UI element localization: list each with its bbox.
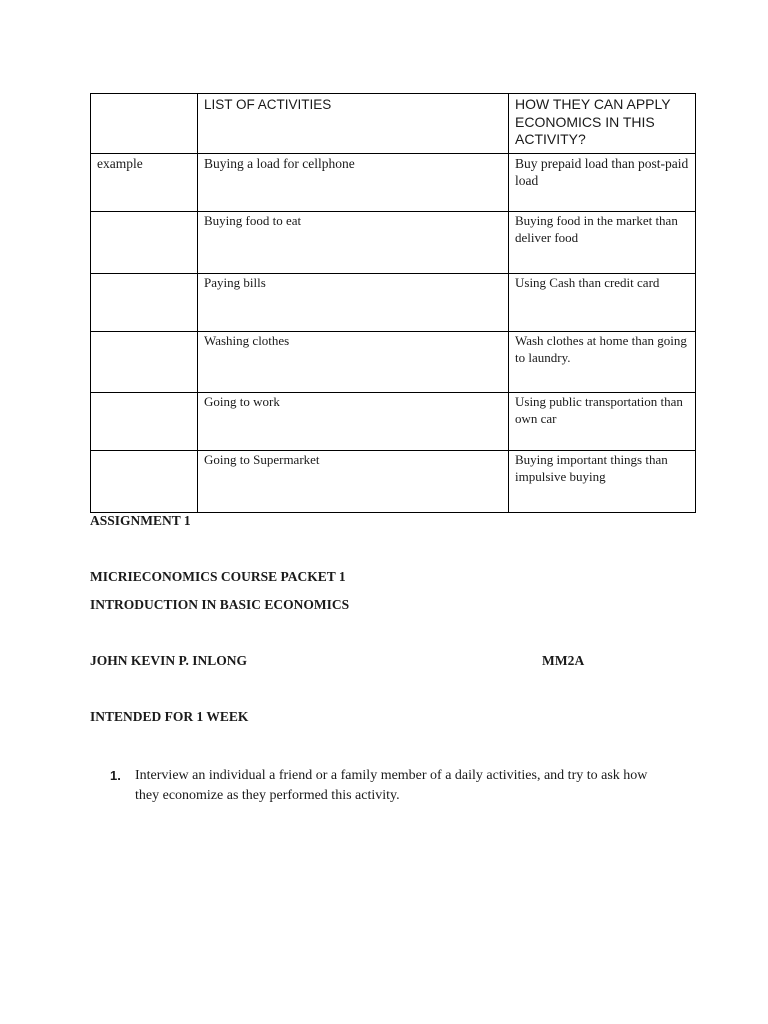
topic-title: INTRODUCTION IN BASIC ECONOMICS — [90, 597, 350, 612]
table-row — [91, 154, 696, 212]
activities-table — [90, 93, 696, 513]
application-cell: Buy prepaid load than post-paid load — [509, 154, 696, 212]
activity-cell: Washing clothes — [198, 332, 509, 393]
task-number: 1. — [110, 768, 121, 783]
application-cell: Wash clothes at home than going to laundry. — [509, 332, 696, 393]
row-label — [91, 393, 198, 451]
course-title: MICRIECONOMICS COURSE PACKET 1 — [90, 569, 346, 584]
activity-cell: Buying food to eat — [198, 212, 509, 274]
row-label — [91, 274, 198, 332]
activity-cell: Going to Supermarket — [198, 451, 509, 513]
application-cell: Buying food in the market than deliver food — [509, 212, 696, 274]
activity-cell: Buying a load for cellphone — [198, 154, 509, 212]
task-list — [110, 766, 670, 806]
student-name: JOHN KEVIN P. INLONG — [90, 653, 248, 668]
row-label — [91, 332, 198, 393]
duration-note: INTENDED FOR 1 WEEK — [90, 709, 249, 724]
row-label — [91, 451, 198, 513]
assignment-heading: ASSIGNMENT 1 — [90, 513, 191, 528]
table-row — [91, 393, 696, 451]
table-row — [91, 332, 696, 393]
table-row — [91, 451, 696, 513]
header-cell-empty — [91, 94, 198, 154]
header-list-of-activities: LIST OF ACTIVITIES — [198, 94, 509, 154]
table-row — [91, 212, 696, 274]
table-row — [91, 274, 696, 332]
table-header-row — [91, 94, 696, 154]
application-cell: Using public transportation than own car — [509, 393, 696, 451]
task-instruction: Interview an individual a friend or a family member of a daily activities, and try to ask how they economize as they performed this activity. — [135, 768, 648, 803]
row-label: example — [91, 154, 198, 212]
header-apply-economics: HOW THEY CAN APPLY ECONOMICS IN THIS ACTIVITY? — [509, 94, 696, 154]
application-cell: Buying important things than impulsive buying — [509, 451, 696, 513]
class-section: MM2A — [542, 653, 585, 668]
activity-cell: Going to work — [198, 393, 509, 451]
application-cell: Using Cash than credit card — [509, 274, 696, 332]
row-label — [91, 212, 198, 274]
activity-cell: Paying bills — [198, 274, 509, 332]
